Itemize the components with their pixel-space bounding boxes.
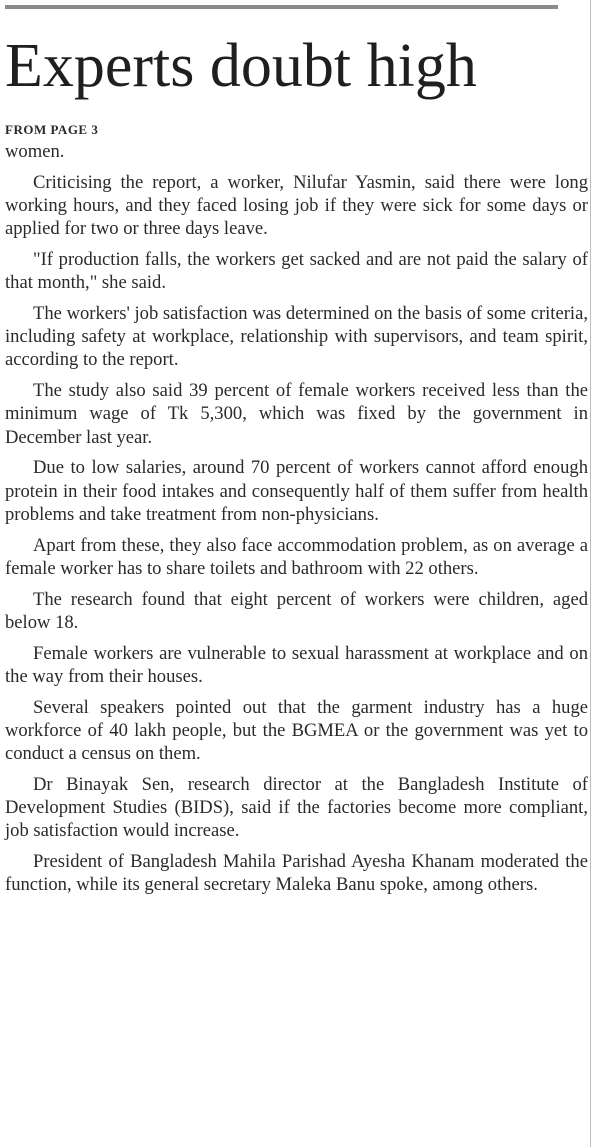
paragraph-low-salaries: Due to low salaries, around 70 percent of workers cannot afford enough protein in their food intakes and consequently half of them suffer from health problems and take treatment from non-physicians. [5,457,588,525]
article-body [5,140,588,904]
paragraph-job-satisfaction: The workers' job satisfaction was determined on the basis of some criteria, including safety at workplace, relationship with supervisors, and team spirit, according to the report. [5,303,588,371]
paragraph-binayak-sen: Dr Binayak Sen, research director at the Bangladesh Institute of Development Studies (BIDS), said if the factories become more compliant, job satisfaction would increase. [5,773,588,842]
paragraph-accommodation: Apart from these, they also face accommodation problem, as on average a female worker has to share toilets and bathroom with 22 others. [5,534,588,579]
column-rule [590,0,591,1147]
paragraph-harassment: Female workers are vulnerable to sexual harassment at workplace and on the way from their houses. [5,642,588,687]
paragraph-workforce-census: Several speakers pointed out that the garment industry has a huge workforce of 40 lakh people, but the BGMEA or the government was yet to conduct a census on them. [5,696,588,765]
paragraph-moderator: President of Bangladesh Mahila Parishad Ayesha Khanam moderated the function, while its general secretary Maleka Banu spoke, among others. [5,851,588,896]
jump-line: FROM PAGE 3 [5,122,99,137]
top-rule [5,5,558,9]
paragraph-production-quote: "If production falls, the workers get sacked and are not paid the salary of that month," she said. [5,249,588,294]
paragraph-child-workers: The research found that eight percent of workers were children, aged below 18. [5,588,588,633]
paragraph-nilufar-quote: Criticising the report, a worker, Nilufar Yasmin, said there were long working hours, and they faced losing job if they were sick for some days or applied for two or three days leave. [5,171,588,240]
paragraph-minimum-wage: The study also said 39 percent of female workers received less than the minimum wage of Tk 5,300, which was fixed by the government in December last year. [5,380,588,448]
paragraph-continued: women. [5,141,65,162]
headline: Experts doubt high [5,32,477,100]
